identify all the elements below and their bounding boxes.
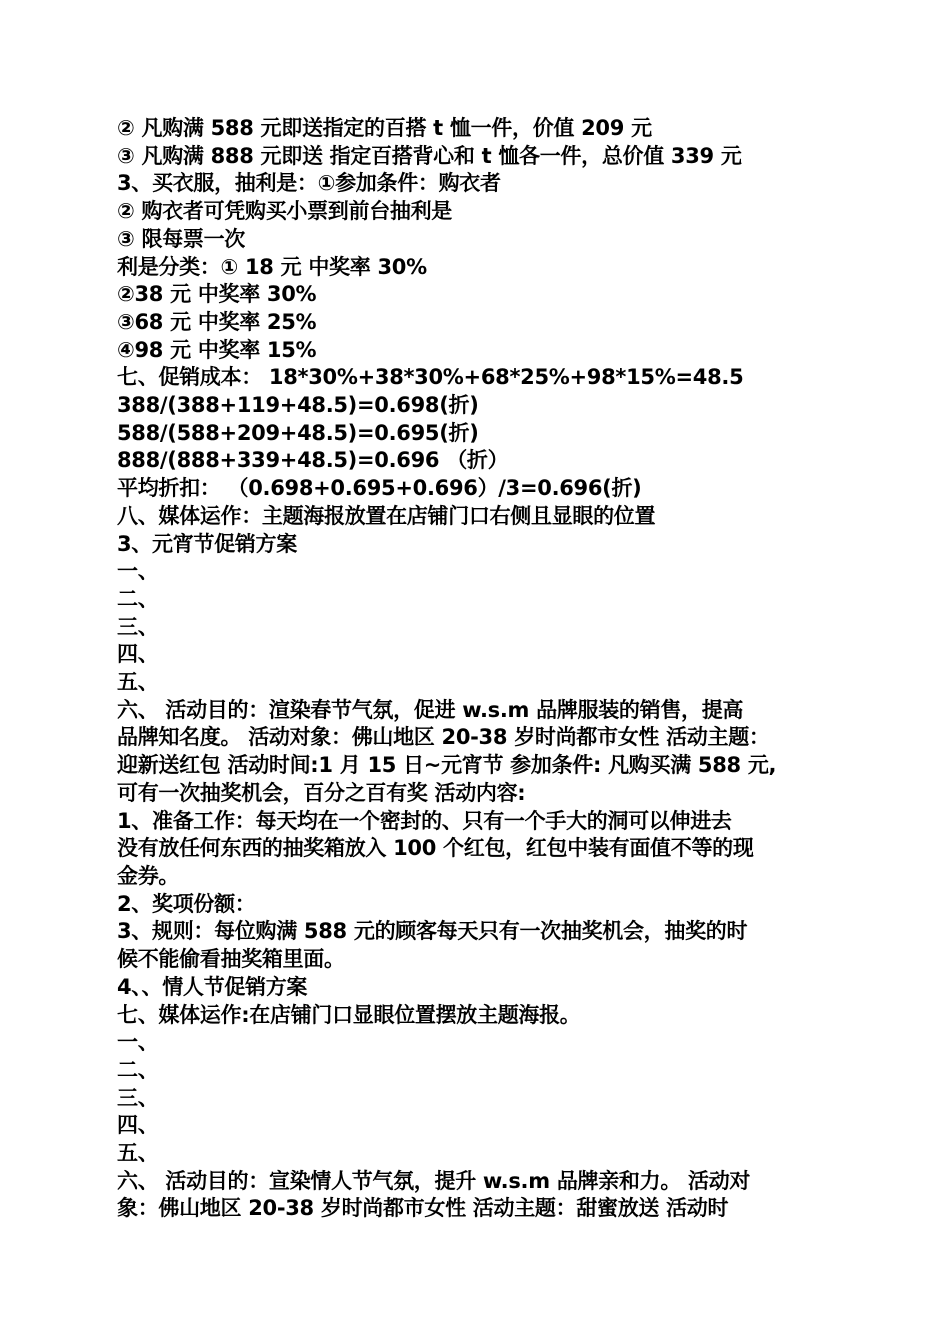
text-line: 金券。 xyxy=(117,863,180,888)
text-line: 3、买衣服，抽利是：①参加条件：购衣者 xyxy=(117,171,501,196)
text-line: 五、 xyxy=(117,1141,159,1166)
text-line: 象：佛山地区 20-38 岁时尚都市女性 活动主题：甜蜜放送 活动时 xyxy=(117,1196,729,1221)
text-line: ③ 限每票一次 xyxy=(117,226,245,251)
text-line: 品牌知名度。 活动对象：佛山地区 20-38 岁时尚都市女性 活动主题： xyxy=(117,725,770,750)
text-line: ②38 元 中奖率 30% xyxy=(117,282,317,307)
text-line: 候不能偷看抽奖箱里面。 xyxy=(117,947,345,972)
text-line: 4、、情人节促销方案 xyxy=(117,974,308,999)
text-line: 六、 活动目的：宣染情人节气氛，提升 w.s.m 品牌亲和力。 活动对 xyxy=(117,1168,751,1193)
text-line: 3、规则：每位购满 588 元的顾客每天只有一次抽奖机会，抽奖的时 xyxy=(117,919,748,944)
text-line: ④98 元 中奖率 15% xyxy=(117,337,317,362)
text-line: 没有放任何东西的抽奖箱放入 100 个红包，红包中装有面值不等的现 xyxy=(117,836,754,861)
text-line: 3、元宵节促销方案 xyxy=(117,531,297,556)
text-line: 八、媒体运作：主题海报放置在店铺门口右侧且显眼的位置 xyxy=(117,503,656,528)
text-line: 三、 xyxy=(117,1085,159,1110)
text-line: 一、 xyxy=(117,1030,159,1055)
text-line: 888/(888+339+48.5)=0.696 （折） xyxy=(117,448,509,473)
text-line: 二、 xyxy=(117,586,159,611)
text-line: 2、奖项份额： xyxy=(117,891,256,916)
text-line: 迎新送红包 活动时间:1 月 15 日~元宵节 参加条件: 凡购买满 588 元, xyxy=(117,753,777,778)
document-body xyxy=(117,115,850,1223)
text-line: 二、 xyxy=(117,1057,159,1082)
text-line: ③68 元 中奖率 25% xyxy=(117,309,317,334)
text-line: 五、 xyxy=(117,670,159,695)
text-line: 六、 活动目的：渲染春节气氛，促进 w.s.m 品牌服装的销售，提高 xyxy=(117,697,744,722)
text-line: 一、 xyxy=(117,559,159,584)
text-line: 七、促销成本： 18*30%+38*30%+68*25%+98*15%=48.5 xyxy=(117,365,744,390)
text-line: 三、 xyxy=(117,614,159,639)
text-line: ③ 凡购满 888 元即送 指定百搭背心和 t 恤各一件，总价值 339 元 xyxy=(117,143,742,168)
text-line: ② 购衣者可凭购买小票到前台抽利是 xyxy=(117,199,452,224)
text-line: 可有一次抽奖机会，百分之百有奖 活动内容: xyxy=(117,780,526,805)
text-line: 388/(388+119+48.5)=0.698(折) xyxy=(117,393,479,418)
text-line: 588/(588+209+48.5)=0.695(折) xyxy=(117,420,479,445)
text-line: 四、 xyxy=(117,642,159,667)
text-line: 1、准备工作：每天均在一个密封的、只有一个手大的洞可以伸进去 xyxy=(117,808,732,833)
text-line: 利是分类：① 18 元 中奖率 30% xyxy=(117,254,427,279)
text-line: 四、 xyxy=(117,1113,159,1138)
text-line: ② 凡购满 588 元即送指定的百搭 t 恤一件，价值 209 元 xyxy=(117,116,652,140)
text-line: 平均折扣： （0.698+0.695+0.696）/3=0.696(折) xyxy=(117,476,642,501)
text-line: 七、媒体运作:在店铺门口显眼位置摆放主题海报。 xyxy=(117,1002,581,1027)
